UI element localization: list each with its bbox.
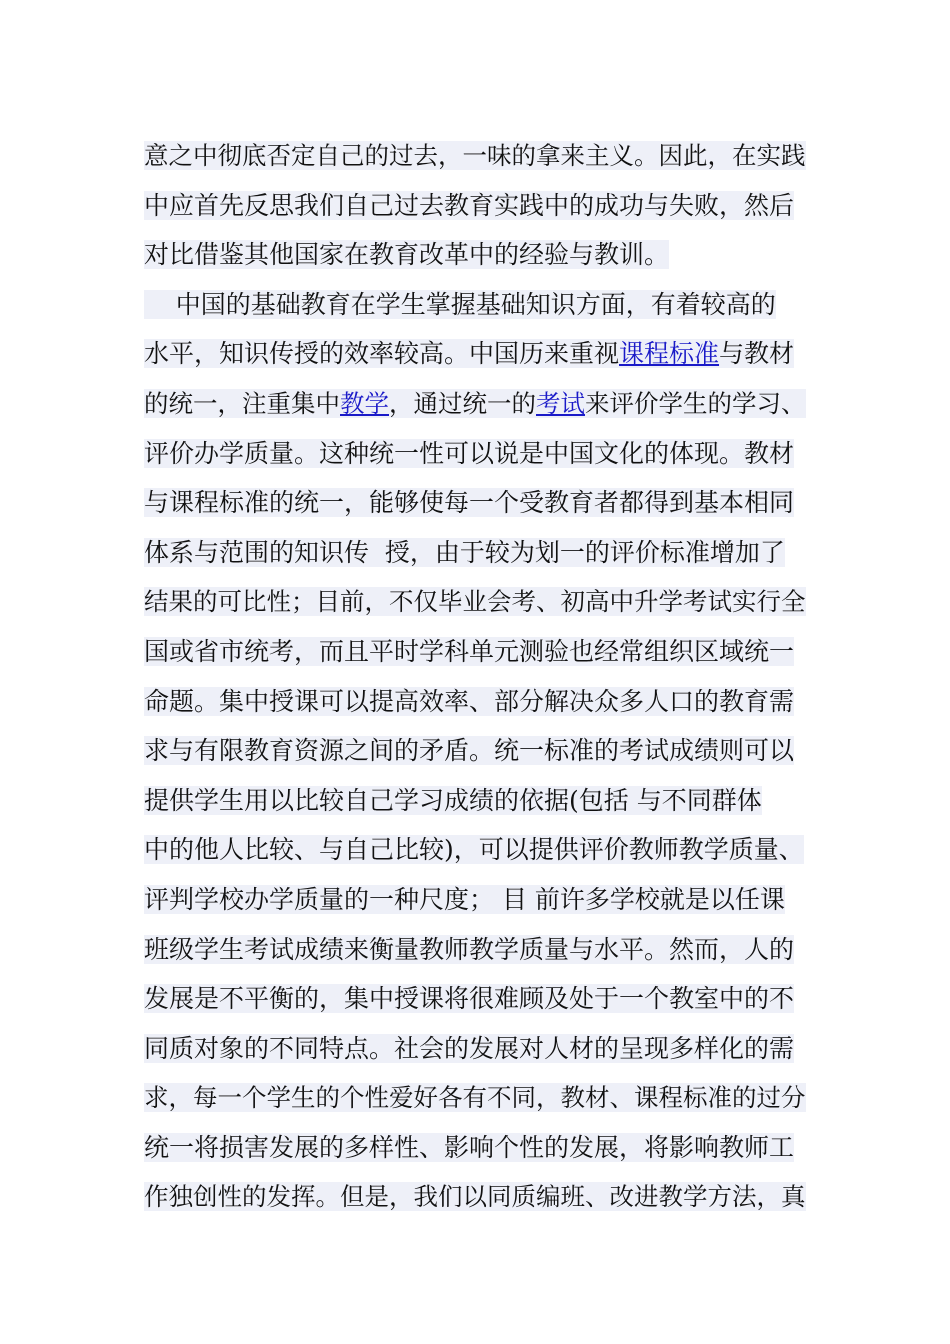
line-highlight [144, 1133, 794, 1162]
text-link[interactable]: 教学 [340, 388, 389, 418]
text-line [144, 627, 808, 677]
line-highlight [144, 935, 794, 964]
line-highlight [144, 786, 762, 815]
text-line [144, 478, 808, 528]
text-line [144, 230, 808, 280]
text-segment: 国或省市统考，而且平时学科单元测验也经常组织区域统一 [144, 636, 795, 666]
line-highlight [144, 1034, 794, 1063]
text-line [144, 429, 808, 479]
line-highlight [144, 339, 794, 368]
line-highlight [144, 439, 794, 468]
text-line [144, 379, 808, 429]
text-segment: 中国的基础教育在学生掌握基础知识方面，有着较高的 [144, 289, 776, 319]
line-highlight [144, 538, 785, 567]
text-segment: 求，每一个学生的个性爱好各有不同，教材、课程标准的过分 [144, 1083, 806, 1113]
text-segment: 的统一，注重集中 [144, 388, 340, 418]
text-line [144, 577, 808, 627]
line-highlight [144, 587, 806, 616]
text-line [144, 677, 808, 727]
text-segment: 与课程标准的统一，能够使每一个受教育者都得到基本相同 [144, 488, 795, 518]
text-segment: 班级学生考试成绩来衡量教师教学质量与水平。然而，人的 [144, 934, 795, 964]
text-line [144, 181, 808, 231]
text-segment: 意之中彻底否定自己的过去，一味的拿来主义。因此，在实践 [144, 141, 806, 170]
text-segment: 提供学生用以比较自己学习成绩的依据(包括 与不同群体 [144, 785, 762, 815]
text-line [144, 1172, 808, 1222]
line-highlight [144, 984, 794, 1013]
line-highlight [144, 240, 669, 269]
text-line [144, 1073, 808, 1123]
text-segment: 评判学校办学质量的一种尺度； 目 前许多学校就是以任课 [144, 884, 785, 914]
text-segment: 发展是不平衡的，集中授课将很难顾及处于一个教室中的不 [144, 984, 795, 1014]
line-highlight [144, 1182, 806, 1211]
text-segment: 与教材 [719, 339, 795, 369]
text-line [144, 925, 808, 975]
text-segment: 体系与范围的知识传 授，由于较为划一的评价标准增加了 [144, 537, 785, 567]
line-highlight [144, 290, 776, 319]
text-segment: 对比借鉴其他国家在教育改革中的经验与教训。 [144, 240, 670, 270]
line-highlight [144, 687, 794, 716]
text-segment: 同质对象的不同特点。社会的发展对人材的呈现多样化的需 [144, 1033, 795, 1063]
text-segment: 水平，知识传授的效率较高。中国历来重视 [144, 339, 620, 369]
text-line [144, 1024, 808, 1074]
text-line [144, 726, 808, 776]
text-line [144, 825, 808, 875]
line-highlight [144, 191, 794, 220]
text-link[interactable]: 考试 [536, 388, 585, 418]
text-segment: 评价办学质量。这种统一性可以说是中国文化的体现。教材 [144, 438, 795, 468]
text-segment: 中应首先反思我们自己过去教育实践中的成功与失败，然后 [144, 190, 795, 220]
text-segment: 结果的可比性；目前，不仅毕业会考、初高中升学考试实行全 [144, 587, 806, 617]
line-highlight [144, 141, 806, 170]
body-text [144, 131, 808, 1222]
text-segment: ，通过统一的 [389, 388, 536, 418]
text-line [144, 776, 808, 826]
text-segment: 统一将损害发展的多样性、影响个性的发展，将影响教师工 [144, 1132, 795, 1162]
text-segment: 求与有限教育资源之间的矛盾。统一标准的考试成绩则可以 [144, 736, 795, 766]
text-segment: 作独创性的发挥。但是，我们以同质编班、改进教学方法，真 [144, 1182, 806, 1212]
text-line [144, 280, 808, 330]
text-line [144, 974, 808, 1024]
text-line [144, 875, 808, 925]
text-line [144, 131, 808, 181]
text-link[interactable]: 课程标准 [619, 339, 720, 369]
text-line [144, 528, 808, 578]
line-highlight [144, 389, 806, 418]
line-highlight [144, 885, 785, 914]
text-line [144, 1123, 808, 1173]
line-highlight [144, 835, 804, 864]
text-segment: 中的他人比较、与自己比较)，可以提供评价教师教学质量、 [144, 835, 804, 865]
text-line [144, 329, 808, 379]
line-highlight [144, 488, 794, 517]
text-segment: 来评价学生的学习、 [585, 388, 806, 418]
line-highlight [144, 1083, 806, 1112]
text-segment: 命题。集中授课可以提高效率、部分解决众多人口的教育需 [144, 686, 795, 716]
line-highlight [144, 736, 794, 765]
line-highlight [144, 637, 794, 666]
